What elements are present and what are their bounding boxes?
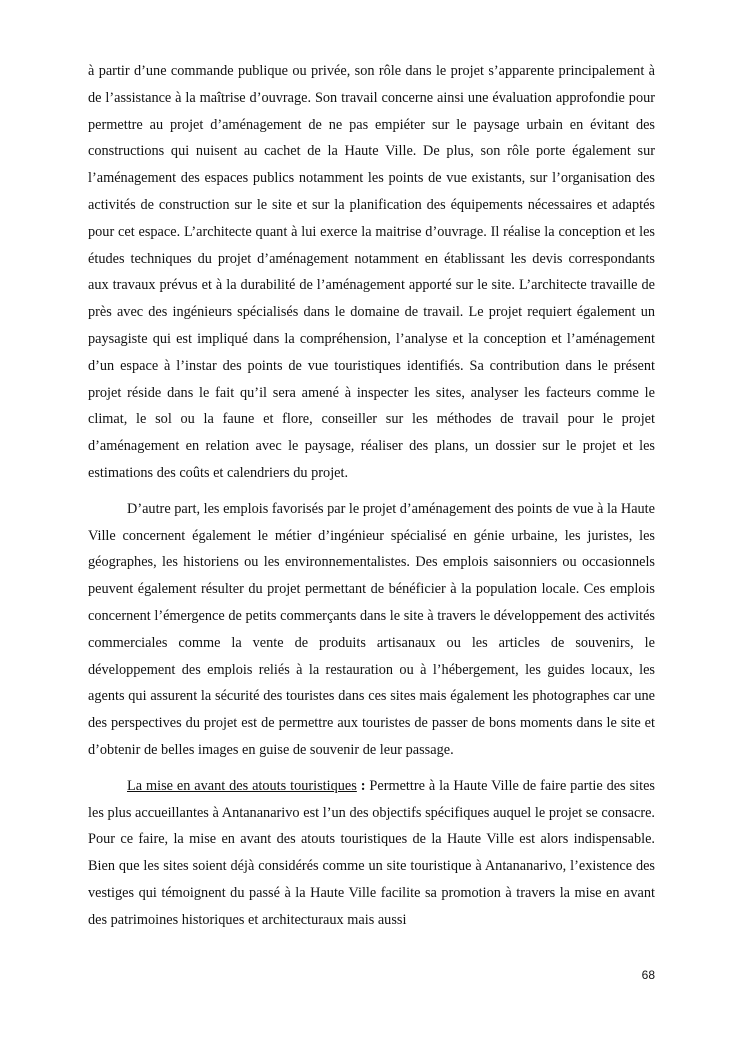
paragraph-3-text: Permettre à la Haute Ville de faire partie des sites les plus accueillantes à Antananarivo est l’un des objectifs spécifiques auquel le projet se consacre. Pour ce faire, la mise en avant des atouts touristiques de la Haute Ville est alors indispensable. Bien que les sites soient déjà considérés comme un site touristique à Antananarivo, l’existence des vestiges qui témoignent du passé à la Haute Ville facilite sa promotion à travers la mise en avant des patrimoines historiques et architecturaux mais aussi [88,777,655,928]
paragraph-1: à partir d’une commande publique ou privée, son rôle dans le projet s’apparente principalement à de l’assistance à la maîtrise d’ouvrage. Son travail concerne ainsi une évaluation approfondie pour permettre au projet d’aménagement de ne pas empiéter sur le paysage urbain en évitant des constructions qui nuisent au cachet de la Haute Ville. De plus, son rôle porte également sur l’aménagement des espaces publics notamment les points de vue existants, sur l’organisation des activités de construction sur le site et sur la planification des équipements nécessaires et adaptés pour cet espace. L’architecte quant à lui exerce la maitrise d’ouvrage. Il réalise la conception et les études techniques du projet d’aménagement notamment en établissant les devis correspondants aux travaux prévus et à la durabilité de l’aménagement apporté sur le site. L’architecte travaille de près avec des ingénieurs spécialisés dans le domaine de travail. Le projet requiert également un paysagiste qui est impliqué dans la compréhension, l’analyse et la conception et l’aménagement d’un espace à l’instar des points de vue touristiques identifiés. Sa contribution dans le présent projet réside dans le fait qu’il sera amené à inspecter les sites, analyser les facteurs comme le climat, le sol ou la faune et flore, conseiller sur les méthodes de travail pour le projet d’aménagement en relation avec le paysage, réaliser des plans, un dossier sur le projet et les estimations des coûts et calendriers du projet. [88,63,655,481]
paragraph-3 [88,773,655,934]
section-heading: La mise en avant des atouts touristiques [127,777,357,794]
heading-separator: : [356,777,366,794]
paragraph-2: D’autre part, les emplois favorisés par le projet d’aménagement des points de vue à la Haute Ville concernent également le métier d’ingénieur spécialisé en génie urbaine, les juristes, les géographes, les historiens ou les environnementalistes. Des emplois saisonniers ou occasionnels peuvent également résulter du projet permettant de bénéficier à la population locale. Ces emplois concernent l’émergence de petits commerçants dans le site à travers le développement des activités commerciales comme la vente de produits artisanaux ou les articles de souvenirs, le développement des emplois reliés à la restauration ou à l’hébergement, les guides locaux, les agents qui assurent la sécurité des touristes dans ces sites mais également les photographes car une des perspectives du projet est de permettre aux touristes de passer de bons moments dans le site et d’obtenir de belles images en guise de souvenir de leur passage. [88,500,656,758]
body-text [88,58,655,934]
page-number: 68 [641,968,655,982]
